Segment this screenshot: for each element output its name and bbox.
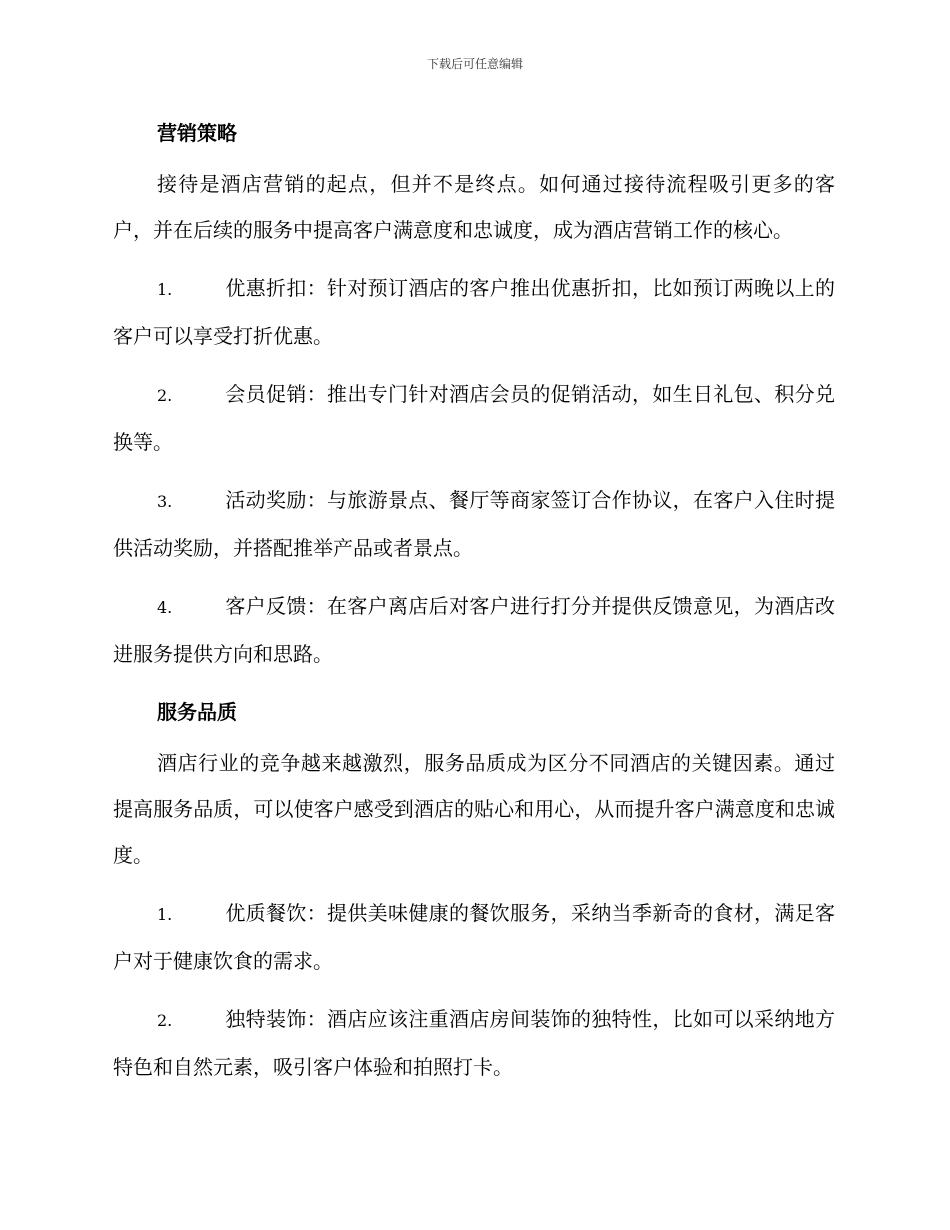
list-number: 1. — [157, 280, 173, 299]
list-item — [113, 371, 835, 465]
list-item — [113, 890, 835, 984]
list-item — [113, 583, 835, 677]
list-number: 4. — [157, 598, 173, 617]
list-item-text: 优惠折扣：针对预订酒店的客户推出优惠折扣，比如预订两晚以上的客户可以享受打折优惠。 — [113, 276, 835, 348]
document-body — [113, 110, 835, 1102]
section-heading-service-quality: 服务品质 — [157, 700, 237, 724]
section-intro-marketing: 接待是酒店营销的起点，但并不是终点。如何通过接待流程吸引更多的客户，并在后续的服务中提高客户满意度和忠诚度，成为酒店营销工作的核心。 — [113, 172, 835, 242]
list-number: 3. — [157, 492, 173, 511]
page-header: 下载后可任意编辑 — [426, 57, 523, 71]
section-heading-marketing: 营销策略 — [157, 121, 237, 145]
section-intro-service-quality: 酒店行业的竞争越来越激烈，服务品质成为区分不同酒店的关键因素。通过提高服务品质，可以使客户感受到酒店的贴心和用心，从而提升客户满意度和忠诚度。 — [113, 751, 835, 867]
list-item-text: 会员促销：推出专门针对酒店会员的促销活动，如生日礼包、积分兑换等。 — [113, 382, 835, 454]
list-item-text: 活动奖励：与旅游景点、餐厅等商家签订合作协议，在客户入住时提供活动奖励，并搭配推举产品或者景点。 — [113, 488, 835, 560]
list-item-text: 优质餐饮：提供美味健康的餐饮服务，采纳当季新奇的食材，满足客户对于健康饮食的需求。 — [113, 901, 835, 973]
list-item-text: 独特装饰：酒店应该注重酒店房间装饰的独特性，比如可以采纳地方特色和自然元素，吸引客户体验和拍照打卡。 — [113, 1007, 835, 1079]
list-item — [113, 996, 835, 1090]
list-item — [113, 265, 835, 359]
list-item-text: 客户反馈：在客户离店后对客户进行打分并提供反馈意见，为酒店改进服务提供方向和思路。 — [113, 594, 835, 666]
list-item — [113, 477, 835, 571]
list-number: 2. — [157, 386, 173, 405]
list-number: 2. — [157, 1011, 173, 1030]
list-number: 1. — [157, 905, 173, 924]
